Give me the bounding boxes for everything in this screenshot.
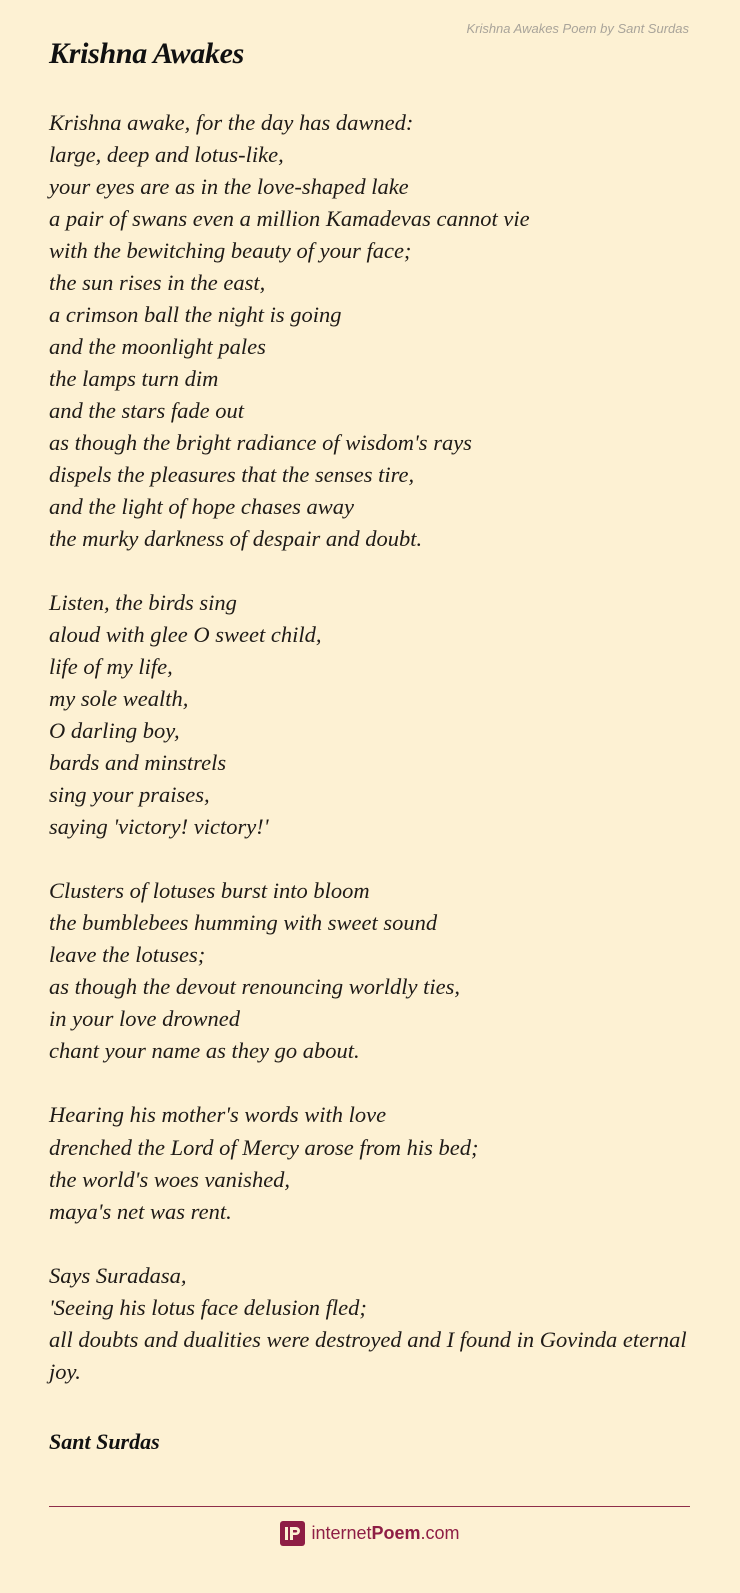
poem-line: in your love drowned (49, 1006, 241, 1032)
poem-line: chant your name as they go about. (49, 1038, 360, 1064)
poem-title: Krishna Awakes (49, 37, 245, 70)
poem-line: Says Suradasa, (49, 1262, 187, 1288)
poem-line: aloud with glee O sweet child, (49, 622, 322, 648)
brand-link[interactable] (280, 1519, 459, 1547)
poem-line: my sole wealth, (49, 686, 189, 712)
footer-divider (49, 1506, 690, 1507)
poem-line: 'Seeing his lotus face delusion fled; (49, 1294, 367, 1320)
poem-line: life of my life, (49, 654, 173, 680)
stanza-gap (49, 843, 699, 875)
stanza-gap (49, 1228, 699, 1260)
poem-line: dispels the pleasures that the senses tire, (49, 462, 415, 488)
poem-line: the world's woes vanished, (49, 1166, 291, 1192)
poem-line: as though the bright radiance of wisdom's rays (49, 430, 472, 456)
poem-line: Krishna awake, for the day has dawned: (49, 110, 414, 135)
internetpoem-logo-icon (280, 1521, 305, 1546)
poem-line: the sun rises in the east, (49, 270, 266, 296)
brand-text-poem: Poem (371, 1523, 421, 1543)
stanza-gap (49, 1067, 699, 1099)
poem-body (49, 107, 699, 1388)
poem-line: and the stars fade out (49, 398, 244, 424)
poem-line: and the light of hope chases away (49, 494, 354, 520)
poem-line: large, deep and lotus-like, (49, 142, 284, 168)
poem-line: bards and minstrels (49, 750, 227, 776)
poem-line: as though the devout renouncing worldly ties, (49, 974, 460, 1000)
poem-line: all doubts and dualities were destroyed and I found in Govinda eternal (49, 1326, 687, 1352)
poem-line: a crimson ball the night is going (49, 302, 342, 328)
stanza-gap (49, 555, 699, 587)
footer-brand[interactable] (0, 1519, 740, 1547)
poem-line: a pair of swans even a million Kamadevas cannot vie (49, 206, 530, 232)
poem-line: your eyes are as in the love-shaped lake (49, 174, 409, 200)
poem-line: O darling boy, (49, 718, 180, 744)
poem-line: drenched the Lord of Mercy arose from his bed; (49, 1134, 479, 1160)
header-attribution: Krishna Awakes Poem by Sant Surdas (466, 21, 689, 36)
brand-text (311, 1519, 459, 1547)
poem-line: the lamps turn dim (49, 366, 219, 392)
poem-line: leave the lotuses; (49, 942, 206, 968)
poem-line: and the moonlight pales (49, 334, 266, 360)
poem-line: joy. (49, 1358, 81, 1384)
poem-line: with the bewitching beauty of your face; (49, 238, 412, 264)
brand-text-internet: internet (311, 1523, 372, 1543)
poem-line: maya's net was rent. (49, 1198, 232, 1224)
poem-line: Clusters of lotuses burst into bloom (49, 878, 370, 904)
author-name: Sant Surdas (49, 1429, 160, 1454)
poem-line: the murky darkness of despair and doubt. (49, 526, 423, 552)
poem-line: Hearing his mother's words with love (49, 1102, 387, 1128)
poem-line: the bumblebees humming with sweet sound (49, 910, 438, 936)
brand-text-domain: .com (420, 1523, 460, 1543)
poem-line: Listen, the birds sing (49, 590, 237, 616)
poem-line: sing your praises, (49, 782, 210, 808)
poem-line: saying 'victory! victory!' (49, 814, 269, 840)
